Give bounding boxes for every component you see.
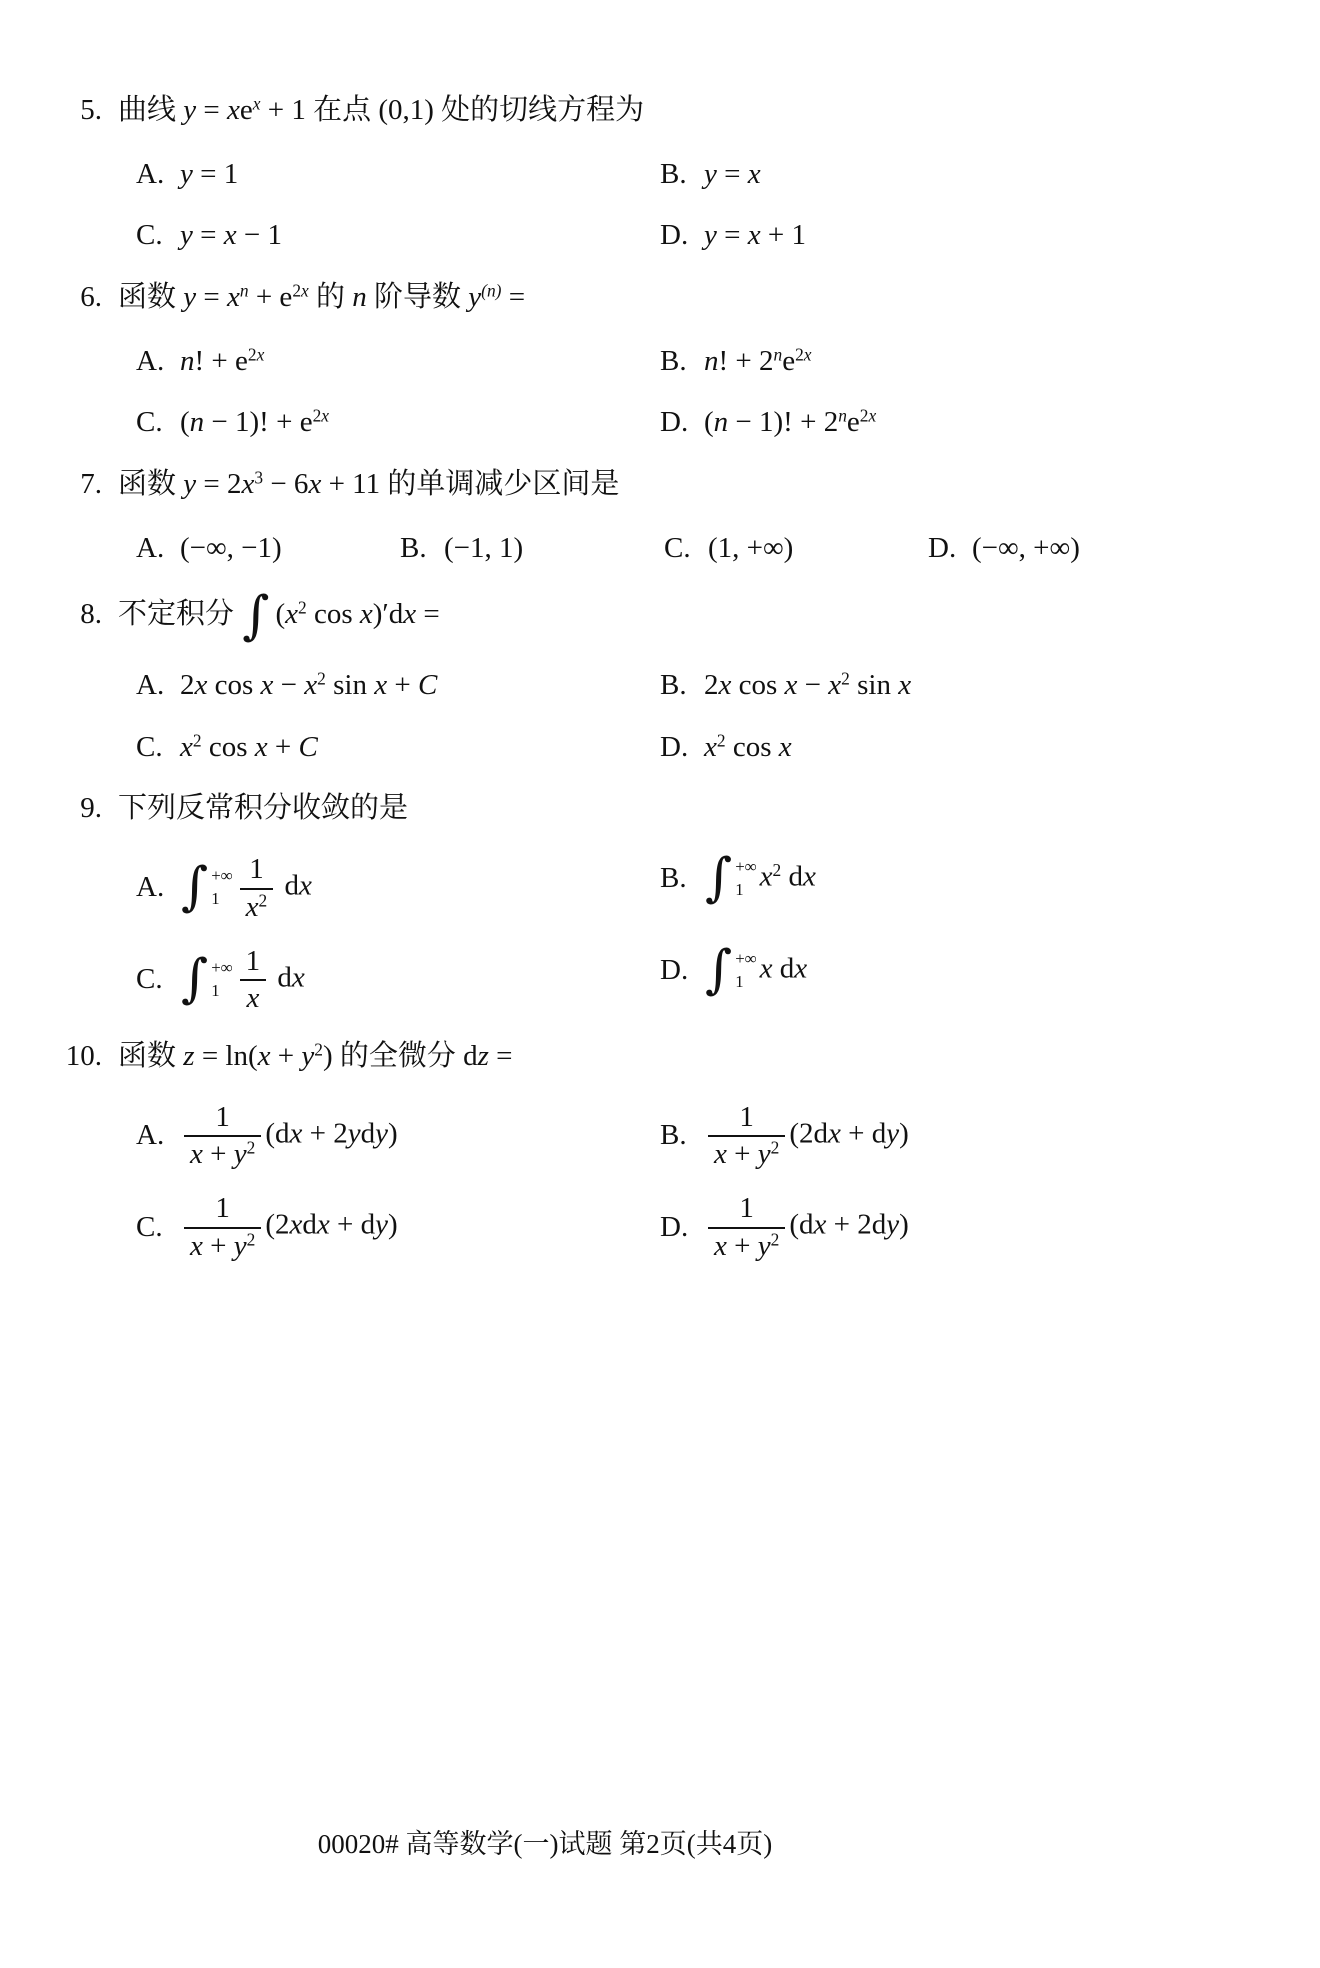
- question-stem: [62, 466, 1290, 504]
- option-label: A.: [136, 1118, 165, 1151]
- option-formula: y = x + 1: [704, 219, 806, 252]
- question-stem-text: 函数 $y = x^n + e^{2x}$ 的 n 阶导数 $y^{(n)}$ =: [118, 280, 526, 314]
- question-stem: [62, 279, 1290, 317]
- option-formula: (−∞, +∞): [972, 531, 1080, 564]
- question-stem-text: 函数 $y = 2x^3 - 6x + 11$ 的单调减少区间是: [118, 467, 620, 501]
- option-a: [136, 854, 660, 922]
- option-formula: (−∞, −1): [180, 531, 282, 564]
- option-c: [136, 404, 660, 442]
- option-c: [136, 946, 660, 1014]
- option-label: B.: [660, 669, 687, 702]
- option-formula: ∫ +∞ 1 $\frac{1}{x^2}$ dx: [181, 853, 312, 923]
- question-stem-text: 曲线 $y = xe^x + 1$ 在点 (0,1) 处的切线方程为: [118, 93, 645, 126]
- option-label: C.: [136, 406, 163, 439]
- option-formula: y = x − 1: [180, 219, 282, 252]
- question-9: [62, 790, 1290, 1013]
- option-label: B.: [660, 344, 687, 377]
- option-a: [136, 1102, 660, 1170]
- option-formula: 2x $\cos x - x^2$ sin x: [704, 668, 912, 702]
- question-number: 10.: [65, 1039, 102, 1072]
- option-formula: $\frac{1}{x + y^2}$ (2dx + dy): [704, 1102, 909, 1170]
- question-6: [62, 279, 1290, 442]
- option-label: D.: [660, 406, 689, 439]
- option-label: B.: [660, 862, 687, 895]
- footer-text: 00020# 高等数学(一)试题 第2页(共4页): [317, 1829, 773, 1859]
- option-c: [136, 217, 660, 255]
- question-number: 7.: [80, 468, 102, 501]
- option-label: A.: [136, 531, 165, 564]
- option-a: [136, 667, 660, 705]
- option-formula: (1, +∞): [708, 531, 794, 564]
- option-formula: n! + $2^ne^{2x}$: [704, 344, 812, 377]
- question-number: 6.: [80, 281, 102, 314]
- question-stem-text: 函数 $z = \ln(x + y^2)$ 的全微分 dz =: [118, 1039, 513, 1072]
- question-7: [62, 466, 1290, 567]
- option-label: D.: [928, 531, 957, 564]
- question-8: [62, 585, 1290, 767]
- option-label: D.: [660, 730, 689, 763]
- option-b: [660, 667, 911, 705]
- option-formula: y = 1: [180, 157, 239, 190]
- option-d: [660, 404, 876, 442]
- option-d: [660, 729, 792, 767]
- option-label: A.: [136, 669, 165, 702]
- option-formula: ∫ +∞ 1 x dx: [705, 940, 808, 1001]
- option-formula: $\frac{1}{x + y^2}$ (dx + 2ydy): [180, 1102, 398, 1170]
- option-formula: $x^2$ cos x: [704, 730, 792, 763]
- question-stem: [62, 92, 1290, 130]
- options-row: [62, 530, 1290, 568]
- option-label: A.: [136, 344, 165, 377]
- option-formula: ∫ +∞ 1 $\frac{1}{x}$ dx: [181, 945, 305, 1015]
- option-label: A.: [136, 871, 165, 904]
- option-label: C.: [136, 219, 163, 252]
- option-formula: (n − 1)! + $e^{2x}$: [180, 405, 330, 439]
- option-d: [660, 1193, 909, 1261]
- option-formula: y = x: [704, 157, 761, 190]
- option-b: [660, 156, 761, 194]
- question-number: 5.: [80, 94, 102, 126]
- option-d: [660, 217, 806, 255]
- option-b: [660, 1102, 909, 1170]
- option-a: [136, 530, 400, 568]
- question-stem-text: 下列反常积分收敛的是: [118, 792, 409, 825]
- question-number: 9.: [80, 792, 102, 825]
- options-row: [62, 404, 1290, 442]
- option-label: D.: [660, 219, 689, 252]
- question-10: [62, 1038, 1290, 1261]
- options-row: [62, 667, 1290, 705]
- option-label: B.: [400, 531, 427, 564]
- options-row: [62, 1193, 1290, 1261]
- question-5: [62, 92, 1290, 255]
- option-c: [136, 1193, 660, 1261]
- question-stem-text: 不定积分 ∫ ($x^2$ cos x)′dx =: [118, 585, 440, 646]
- option-formula: (−1, 1): [444, 531, 524, 564]
- option-formula: n! + $e^{2x}$: [180, 344, 265, 377]
- option-formula: (n − 1)! + $2^ne^{2x}$: [704, 405, 877, 439]
- option-formula: $\frac{1}{x + y^2}$ (dx + 2dy): [704, 1193, 909, 1261]
- option-label: C.: [664, 531, 691, 564]
- option-formula: $\frac{1}{x + y^2}$ (2xdx + dy): [180, 1193, 398, 1261]
- option-label: B.: [660, 157, 687, 190]
- option-c: [664, 530, 928, 568]
- options-row: [62, 156, 1290, 194]
- option-label: A.: [136, 157, 165, 190]
- option-c: [136, 729, 660, 767]
- option-b: [660, 343, 812, 381]
- page-footer: [0, 1822, 1090, 1861]
- option-label: D.: [660, 953, 689, 986]
- option-formula: 2x $\cos x - x^2$ sin x + C: [180, 668, 438, 702]
- options-row: [62, 1102, 1290, 1170]
- question-stem: [62, 1038, 1290, 1076]
- option-formula: ∫ +∞ 1 $x^2$ dx: [705, 848, 816, 909]
- option-b: [660, 848, 816, 909]
- option-label: D.: [660, 1210, 689, 1243]
- options-row: [62, 217, 1290, 255]
- options-row: [62, 729, 1290, 767]
- option-label: C.: [136, 963, 163, 996]
- option-label: C.: [136, 1210, 163, 1243]
- option-formula: $x^2$ cos x + C: [180, 730, 318, 763]
- options-row: [62, 343, 1290, 381]
- option-d: [660, 940, 808, 1001]
- option-a: [136, 343, 660, 381]
- option-label: B.: [660, 1118, 687, 1151]
- option-d: [928, 530, 1080, 568]
- option-b: [400, 530, 664, 568]
- options-row: [62, 848, 1290, 923]
- question-stem: [62, 585, 1290, 646]
- question-stem: [62, 790, 1290, 828]
- option-a: [136, 156, 660, 194]
- options-row: [62, 940, 1290, 1015]
- option-label: C.: [136, 730, 163, 763]
- question-number: 8.: [80, 597, 102, 630]
